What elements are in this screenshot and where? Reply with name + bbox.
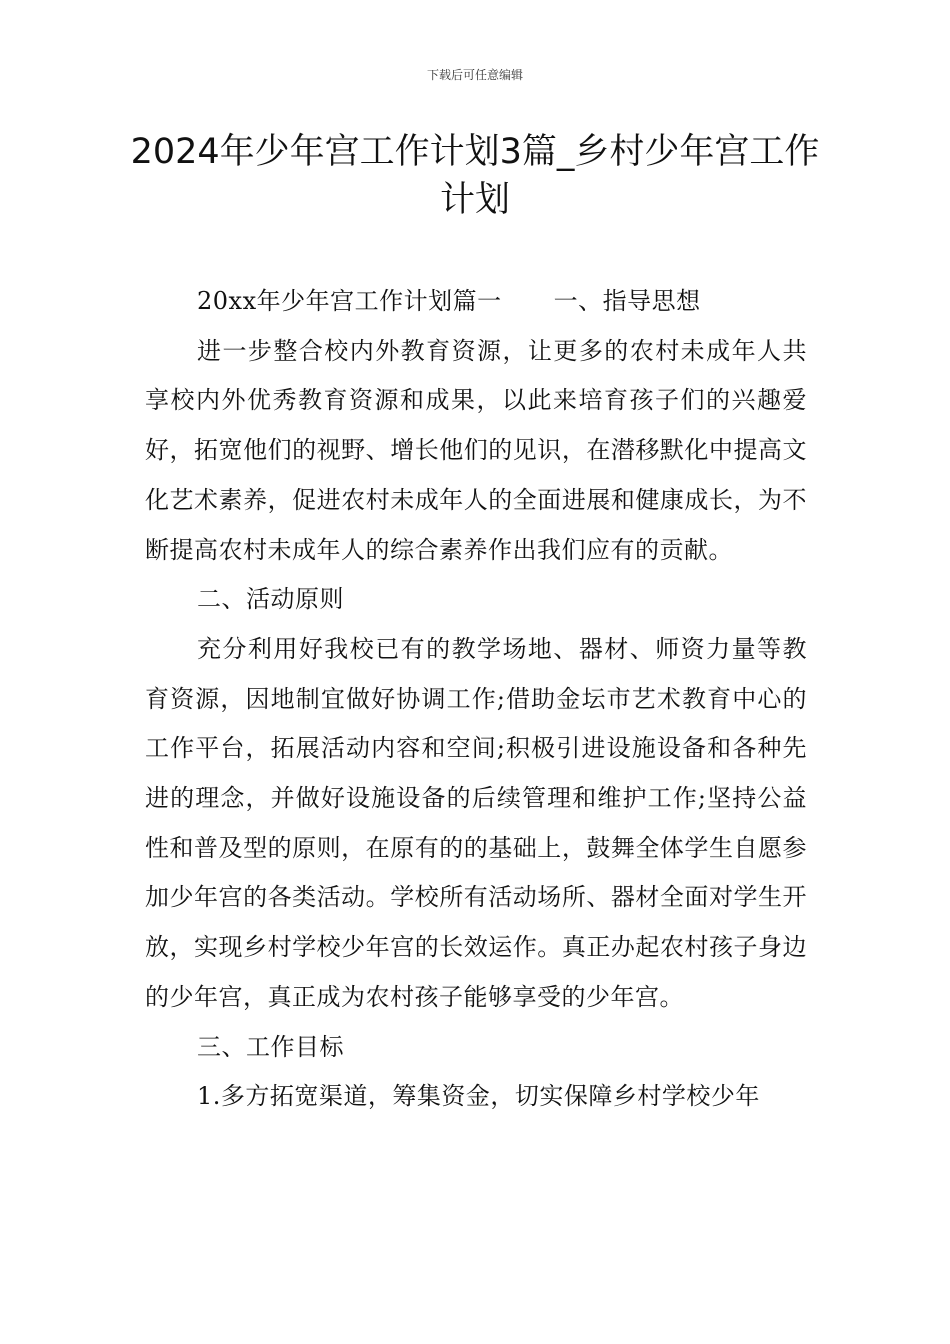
- paragraph-work-goals: 1.多方拓宽渠道，筹集资金，切实保障乡村学校少年: [197, 1082, 760, 1111]
- section-heading-activity-principles: 二、活动原则: [197, 585, 344, 614]
- section-heading-guiding-ideology: 一、指导思想: [553, 287, 701, 315]
- document-body: [145, 277, 807, 1122]
- header-note: 下载后可任意编辑: [426, 68, 523, 82]
- document-title: 2024年少年宫工作计划3篇_乡村少年宫工作计划: [130, 132, 820, 220]
- paragraph-guiding-ideology: 进一步整合校内外教育资源，让更多的农村未成年人共享校内外优秀教育资源和成果，以此来培育孩子们的兴趣爱好，拓宽他们的视野、增长他们的见识，在潜移默化中提高文化艺术素养，促进农村未成年人的全面进展和健康成长，为不断提高农村未成年人的综合素养作出我们应有的贡献。: [145, 336, 807, 564]
- paragraph-activity-principles: 充分利用好我校已有的教学场地、器材、师资力量等教育资源，因地制宜做好协调工作;借助金坛市艺术教育中心的工作平台，拓展活动内容和空间;积极引进设施设备和各种先进的理念，并做好设施设备的后续管理和维护工作;坚持公益性和普及型的原则，在原有的的基础上，鼓舞全体学生自愿参加少年宫的各类活动。学校所有活动场所、器材全面对学生开放，实现乡村学校少年宫的长效运作。真正办起农村孩子身边的少年宫，真正成为农村孩子能够享受的少年宫。: [145, 634, 807, 1011]
- intro-line: [145, 277, 807, 327]
- section-heading-work-goals: 三、工作目标: [197, 1032, 344, 1061]
- plan-subtitle: 20xx年少年宫工作计划篇一: [197, 287, 502, 315]
